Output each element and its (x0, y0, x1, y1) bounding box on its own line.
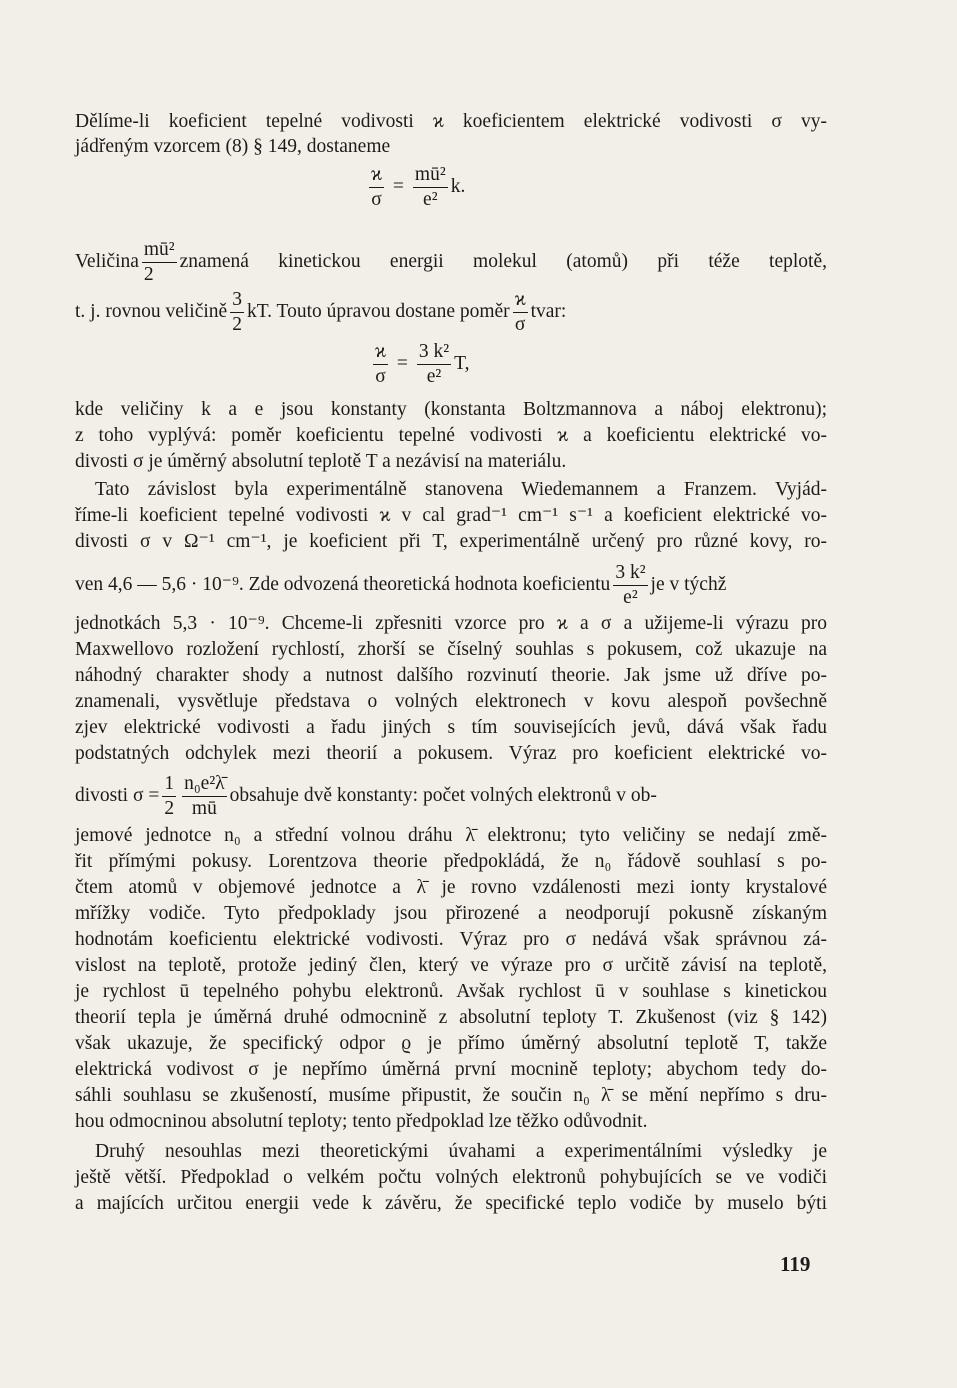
text-line: jednotkách 5,3 · 10⁻⁹. Chceme-li zpřesniti vzorce pro ϰ a σ a užijeme-li výrazu pro (75, 613, 827, 634)
text-line: theorií tepla je úměrná druhé odmocnině z absolutní teploty T. Zkušenost (viz § 142) (75, 1007, 827, 1028)
equation-wiedemann-franz: $\frac{ϰ}{\sigma}$ = $\frac{\text{3 k²}}{\text{e²}}$ T, (375, 341, 470, 387)
text-line-velicina: Veličina $\frac{\text{mū²}}{2}$ znamená kinetickou energii molekul (atomů) při téže teplotě, (75, 239, 827, 285)
text-line-tj: t. j. rovnou veličině $\frac{3}{2}$ kT. Touto úpravou dostane poměr $\frac{ϰ}{\sigma}$ tvar: (75, 289, 567, 335)
text-line: jádřeným vzorcem (8) § 149, dostaneme (75, 136, 391, 157)
text-line: podstatných odchylek mezi theorií a pokusem. Výraz pro koeficient elektrické vo- (75, 743, 827, 764)
text-line: a majících určitou energii vede k závěru, že specifické teplo vodiče by muselo býti (75, 1193, 827, 1214)
text-line: říme-li koeficient tepelné vodivosti ϰ v cal grad⁻¹ cm⁻¹ s⁻¹ a koeficient elektrické vo- (75, 505, 827, 526)
text-line: kde veličiny k a e jsou konstanty (konstanta Boltzmannova a náboj elektronu); (75, 399, 827, 420)
text-line: Maxwellovo rozložení rychlostí, zhorší se číselný souhlas s pokusem, což ukazuje na (75, 639, 827, 660)
text-line: Dělíme-li koeficient tepelné vodivosti ϰ koeficientem elektrické vodivosti σ vy- (75, 111, 827, 132)
text-line: sáhli souhlasu se zkušeností, musíme připustit, že součin n₀ λ̄ se mění nepřímo s dru- (75, 1085, 827, 1106)
text-line: však ukazuje, že specifický odpor ϱ je přímo úměrný absolutní teplotě T, takže (75, 1033, 827, 1054)
text-line: divosti σ je úměrný absolutní teplotě T a nezávisí na materiálu. (75, 451, 567, 472)
text-line: Druhý nesouhlas mezi theoretickými úvahami a experimentálními výsledky je (95, 1141, 827, 1162)
text-line: ještě větší. Předpoklad o velkém počtu volných elektronů pohybujících se ve vodiči (75, 1167, 827, 1188)
text-line: vislost na teplotě, protože jediný člen, který ve výraze pro σ určitě závisí na teplotě, (75, 955, 827, 976)
text-line: mřížky vodiče. Tyto předpoklady jsou přirozené a neodporují pokusně získaným (75, 903, 827, 924)
text-line: je rychlost ū tepelného pohybu elektronů. Avšak rychlost ū v souhlase s kinetickou (75, 981, 827, 1002)
text-line: hou odmocninou absolutní teploty; tento předpoklad lze těžko odůvodnit. (75, 1111, 648, 1132)
text-line: z toho vyplývá: poměr koeficientu tepelné vodivosti ϰ a koeficientu elektrické vo- (75, 425, 827, 446)
text-line-ven: ven 4,6 — 5,6 · 10⁻⁹. Zde odvozená theoretická hodnota koeficientu $\frac{\text{3 k²}}{\text{e²}}$ je v týchž (75, 562, 727, 608)
text-line: elektrická vodivost σ je nepřímo úměrná první mocnině teploty; abychom tedy do- (75, 1059, 827, 1080)
text-line: řit přímými pokusy. Lorentzova theorie předpokládá, že n₀ řádově souhlasí s po- (75, 851, 827, 872)
text-line: hodnotám koeficientu elektrické vodivosti. Výraz pro σ nedává však správnou zá- (75, 929, 827, 950)
text-line: zjev elektrické vodivosti a řadu jiných s tím souvisejících jevů, dává však řadu (75, 717, 827, 738)
text-line: jemové jednotce n₀ a střední volnou dráhu λ̄ elektronu; tyto veličiny se nedají změ- (75, 825, 827, 846)
text-line: znamenali, vysvětluje představa o volných elektronech v kovu alespoň povšechně (75, 691, 827, 712)
text-line-divosti: divosti σ = $\frac{1}{2}$ $\frac{\text{n₀e²λ̄}}{mū}$ obsahuje dvě konstanty: počet volných elektronů v ob- (75, 773, 657, 819)
text-line: čtem atomů v objemové jednotce a λ̄ je rovno vzdálenosti mezi ionty krystalové (75, 877, 827, 898)
text-line: Tato závislost byla experimentálně stanovena Wiedemannem a Franzem. Vyjád- (95, 479, 827, 500)
text-line: náhodný charakter shody a nutnost dalšího rozvinutí theorie. Jak jsme už dříve po- (75, 665, 827, 686)
equation-kappa-sigma-k: $\frac{ϰ}{\sigma}$ = $\frac{\text{mū²}}{\text{e²}}$ k. (371, 164, 466, 210)
text-line: divosti σ v Ω⁻¹ cm⁻¹, je koeficient při T, experimentálně určený pro různé kovy, ro- (75, 531, 827, 552)
page-number: 119 (780, 1252, 811, 1276)
